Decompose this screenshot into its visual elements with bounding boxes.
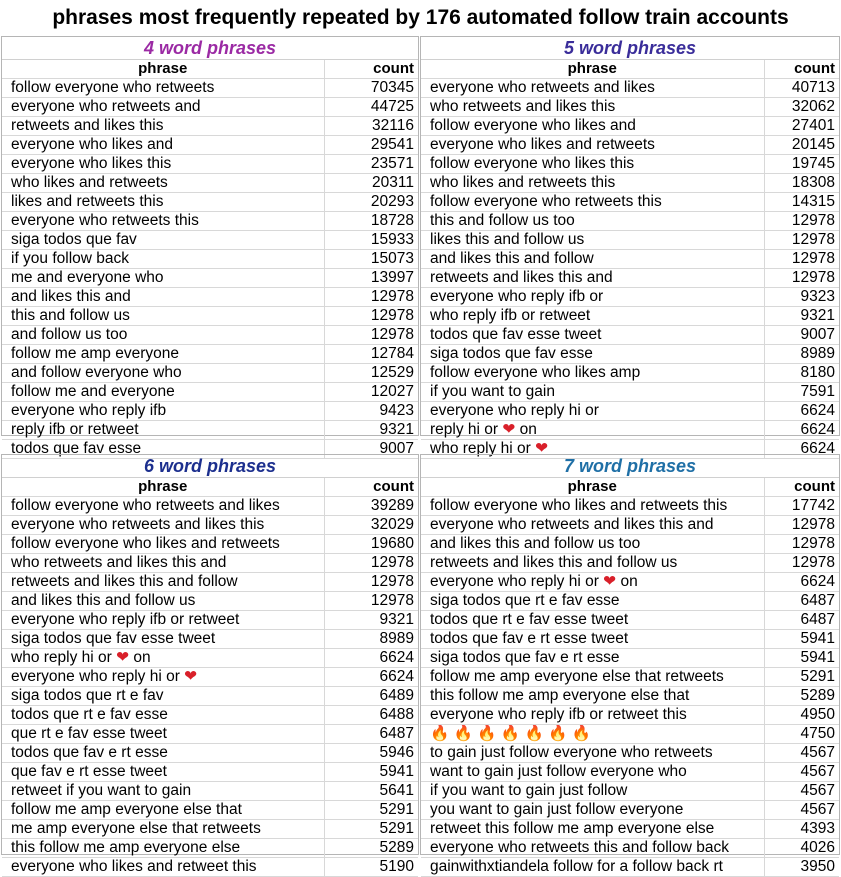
- phrase-cell: to gain just follow everyone who retweets: [430, 744, 713, 761]
- count-cell: 20293: [324, 193, 418, 212]
- count-cell: 12978: [324, 592, 418, 611]
- phrase-cell: who reply ifb or retweet: [430, 307, 591, 324]
- count-cell: 12027: [324, 383, 418, 402]
- table-row: [421, 269, 839, 288]
- heart-icon: ❤: [116, 649, 130, 666]
- table-row: [2, 630, 418, 649]
- column-header-count: count: [764, 478, 839, 497]
- table-row: [421, 611, 839, 630]
- table-row: [421, 801, 839, 820]
- fire-icon: 🔥: [430, 725, 450, 742]
- table-row: [2, 649, 418, 668]
- phrase-cell: everyone who reply hi or ❤: [11, 668, 198, 685]
- count-cell: 12978: [324, 307, 418, 326]
- count-cell: 4950: [764, 706, 839, 725]
- phrase-cell: me and everyone who: [11, 269, 164, 286]
- table-row: [421, 554, 839, 573]
- count-cell: 5941: [764, 630, 839, 649]
- phrase-cell: who retweets and likes this: [430, 98, 616, 115]
- phrase-cell: follow everyone who likes and retweets: [11, 535, 280, 552]
- table-row: [2, 383, 418, 402]
- table-row: [421, 706, 839, 725]
- count-cell: 32062: [764, 98, 839, 117]
- block-heading: 5 word phrases: [421, 36, 839, 60]
- count-cell: 12978: [324, 326, 418, 345]
- phrase-cell: who retweets and likes this and: [11, 554, 227, 571]
- table-row: [421, 117, 839, 136]
- count-cell: 6487: [764, 592, 839, 611]
- table-row: [2, 288, 418, 307]
- phrase-cell: todos que fav e rt esse tweet: [430, 630, 629, 647]
- phrase-cell: todos que fav esse tweet: [430, 326, 602, 343]
- phrase-cell: everyone who retweets and likes this and: [430, 516, 714, 533]
- table-row: [2, 687, 418, 706]
- block-heading: 6 word phrases: [2, 454, 418, 478]
- table-row: [421, 630, 839, 649]
- fire-icon: 🔥: [548, 725, 568, 742]
- table-row: [421, 782, 839, 801]
- table-row: [421, 288, 839, 307]
- count-cell: 4567: [764, 782, 839, 801]
- count-cell: 12978: [764, 535, 839, 554]
- table-row: [421, 383, 839, 402]
- table-row: [421, 307, 839, 326]
- phrase-cell: everyone who retweets and: [11, 98, 201, 115]
- count-cell: 6489: [324, 687, 418, 706]
- count-cell: 4750: [764, 725, 839, 744]
- phrase-cell: everyone who likes and: [11, 136, 173, 153]
- table-row: [2, 269, 418, 288]
- count-cell: 19745: [764, 155, 839, 174]
- count-cell: 18308: [764, 174, 839, 193]
- count-cell: 6624: [764, 421, 839, 440]
- phrase-cell: this follow me amp everyone else that: [430, 687, 690, 704]
- count-cell: 13997: [324, 269, 418, 288]
- phrase-cell: follow everyone who retweets this: [430, 193, 662, 210]
- table-row: [2, 79, 418, 98]
- phrase-cell: me amp everyone else that retweets: [11, 820, 261, 837]
- count-cell: 32116: [324, 117, 418, 136]
- count-cell: 4567: [764, 744, 839, 763]
- phrase-cell: likes and retweets this: [11, 193, 164, 210]
- count-cell: 8180: [764, 364, 839, 383]
- phrase-cell: follow everyone who likes and: [430, 117, 636, 134]
- table-row: [2, 611, 418, 630]
- phrase-cell: que rt e fav esse tweet: [11, 725, 167, 742]
- table-row: [421, 136, 839, 155]
- header-row: [421, 60, 839, 79]
- table-row: [421, 250, 839, 269]
- table-row: [2, 98, 418, 117]
- count-cell: 12978: [764, 212, 839, 231]
- table-row: [2, 326, 418, 345]
- table-row: [2, 402, 418, 421]
- count-cell: 9321: [324, 421, 418, 440]
- phrase-cell: todos que rt e fav esse: [11, 706, 168, 723]
- count-cell: 12978: [324, 288, 418, 307]
- phrase-cell: and follow us too: [11, 326, 128, 343]
- phrase-cell: siga todos que rt e fav esse: [430, 592, 620, 609]
- phrase-cell: retweets and likes this: [11, 117, 164, 134]
- count-cell: 5291: [764, 668, 839, 687]
- table-row: [2, 250, 418, 269]
- count-cell: 9423: [324, 402, 418, 421]
- table-row: [2, 193, 418, 212]
- count-cell: 20145: [764, 136, 839, 155]
- table-row: [2, 364, 418, 383]
- table-row: [421, 535, 839, 554]
- table-row: [2, 174, 418, 193]
- table-row: [2, 155, 418, 174]
- phrase-cell: follow everyone who retweets and likes: [11, 497, 280, 514]
- phrase-cell: retweet if you want to gain: [11, 782, 192, 799]
- block-heading: 4 word phrases: [2, 36, 418, 60]
- count-cell: 4567: [764, 763, 839, 782]
- phrase-cell: siga todos que fav: [11, 231, 137, 248]
- phrase-cell: follow everyone who likes and retweets this: [430, 497, 728, 514]
- phrase-cell: and likes this and follow us too: [430, 535, 641, 552]
- count-cell: 5289: [324, 839, 418, 858]
- phrase-cell: everyone who retweets this: [11, 212, 199, 229]
- phrase-cell: you want to gain just follow everyone: [430, 801, 684, 818]
- count-cell: 12978: [764, 554, 839, 573]
- table-row: [421, 516, 839, 535]
- table-row: [2, 554, 418, 573]
- table-row: [2, 117, 418, 136]
- phrase-cell: reply ifb or retweet: [11, 421, 139, 438]
- column-header-count: count: [324, 60, 418, 79]
- count-cell: 8989: [324, 630, 418, 649]
- phrase-cell: want to gain just follow everyone who: [430, 763, 687, 780]
- phrase-cell: todos que rt e fav esse tweet: [430, 611, 629, 628]
- phrase-cell: if you want to gain: [430, 383, 555, 400]
- phrase-cell: follow me amp everyone: [11, 345, 179, 362]
- table-row: [421, 402, 839, 421]
- heart-icon: ❤: [603, 573, 617, 590]
- count-cell: 6624: [764, 402, 839, 421]
- count-cell: 12978: [764, 231, 839, 250]
- table-row: [421, 174, 839, 193]
- table-row: [2, 136, 418, 155]
- heart-icon: ❤: [535, 440, 549, 457]
- count-cell: 5941: [764, 649, 839, 668]
- count-cell: 12978: [764, 516, 839, 535]
- header-row: [421, 478, 839, 497]
- table-row: [2, 801, 418, 820]
- table-row: [421, 668, 839, 687]
- phrase-cell: and likes this and follow: [430, 250, 594, 267]
- phrase-cell: if you follow back: [11, 250, 130, 267]
- table-row: [421, 744, 839, 763]
- fire-icon: 🔥: [500, 725, 521, 742]
- count-cell: 9323: [764, 288, 839, 307]
- phrase-cell: siga todos que fav esse: [430, 345, 593, 362]
- count-cell: 29541: [324, 136, 418, 155]
- table-row: [421, 592, 839, 611]
- phrase-cell: everyone who retweets and likes this: [11, 516, 265, 533]
- count-cell: 9321: [764, 307, 839, 326]
- table-row: [2, 744, 418, 763]
- phrase-cell: [421, 725, 764, 744]
- count-cell: 6487: [324, 725, 418, 744]
- phrase-cell: this and follow us: [11, 307, 130, 324]
- count-cell: 5641: [324, 782, 418, 801]
- count-cell: 44725: [324, 98, 418, 117]
- count-cell: 12978: [764, 269, 839, 288]
- table-row: [421, 98, 839, 117]
- phrase-cell: everyone who likes this: [11, 155, 172, 172]
- count-cell: 40713: [764, 79, 839, 98]
- phrase-cell: likes this and follow us: [430, 231, 585, 248]
- table-row: [421, 326, 839, 345]
- count-cell: 9321: [324, 611, 418, 630]
- count-cell: 5946: [324, 744, 418, 763]
- table-row: [421, 364, 839, 383]
- block-heading: 7 word phrases: [421, 454, 839, 478]
- phrase-cell: who likes and retweets: [11, 174, 168, 191]
- table-row: [2, 763, 418, 782]
- block-4-word: [1, 36, 419, 457]
- fire-icon: 🔥: [524, 725, 544, 742]
- count-cell: 6624: [764, 440, 839, 459]
- count-cell: 12784: [324, 345, 418, 364]
- phrase-cell: follow me amp everyone else that retweets: [430, 668, 724, 685]
- phrase-cell: everyone who likes and retweets: [430, 136, 655, 153]
- header-row: [2, 60, 418, 79]
- phrase-cell: and follow everyone who: [11, 364, 182, 381]
- table-row: [421, 858, 839, 877]
- phrase-cell: and likes this and follow us: [11, 592, 196, 609]
- header-row: [2, 478, 418, 497]
- table-row: [2, 668, 418, 687]
- count-cell: 12529: [324, 364, 418, 383]
- count-cell: 6488: [324, 706, 418, 725]
- phrase-cell: siga todos que fav e rt esse: [430, 649, 620, 666]
- count-cell: 17742: [764, 497, 839, 516]
- page-title: phrases most frequently repeated by 176 automated follow train accounts: [52, 6, 789, 29]
- count-cell: 5291: [324, 820, 418, 839]
- table-row: [421, 212, 839, 231]
- phrase-cell: follow everyone who likes amp: [430, 364, 641, 381]
- phrase-cell: siga todos que rt e fav: [11, 687, 164, 704]
- table-row: [421, 725, 839, 744]
- fire-icon: 🔥: [477, 725, 497, 742]
- phrase-cell: everyone who reply ifb or retweet: [11, 611, 240, 628]
- table-row: [421, 763, 839, 782]
- phrase-cell: and likes this and: [11, 288, 131, 305]
- count-cell: 39289: [324, 497, 418, 516]
- heart-icon: ❤: [502, 421, 516, 438]
- table-row: [2, 421, 418, 440]
- phrase-cell: everyone who reply ifb or: [430, 288, 604, 305]
- heart-icon: ❤: [184, 668, 198, 685]
- table-row: [2, 231, 418, 250]
- phrase-cell: retweets and likes this and: [430, 269, 613, 286]
- phrase-cell: who likes and retweets this: [430, 174, 616, 191]
- phrase-cell: retweet this follow me amp everyone else: [430, 820, 715, 837]
- count-cell: 9007: [324, 440, 418, 459]
- phrase-cell: everyone who likes and retweet this: [11, 858, 257, 875]
- phrase-cell: everyone who reply hi or: [430, 402, 599, 419]
- table-row: [2, 706, 418, 725]
- phrase-table: [421, 478, 839, 877]
- table-row: [421, 193, 839, 212]
- fire-icon: 🔥: [453, 725, 473, 742]
- table-row: [421, 687, 839, 706]
- column-header-phrase: phrase: [138, 478, 188, 495]
- table-row: [2, 725, 418, 744]
- count-cell: 4026: [764, 839, 839, 858]
- count-cell: 9007: [764, 326, 839, 345]
- count-cell: 4393: [764, 820, 839, 839]
- phrase-cell: retweets and likes this and follow: [11, 573, 238, 590]
- table-row: [2, 820, 418, 839]
- phrase-cell: todos que fav e rt esse: [11, 744, 168, 761]
- count-cell: 12978: [324, 554, 418, 573]
- table-row: [421, 573, 839, 592]
- phrase-cell: who reply hi or ❤ on: [11, 649, 151, 666]
- table-row: [421, 649, 839, 668]
- table-row: [2, 592, 418, 611]
- phrase-cell: siga todos que fav esse tweet: [11, 630, 216, 647]
- count-cell: 5289: [764, 687, 839, 706]
- table-row: [2, 858, 418, 877]
- count-cell: 15073: [324, 250, 418, 269]
- phrase-cell: todos que fav esse: [11, 440, 142, 457]
- count-cell: 3950: [764, 858, 839, 877]
- count-cell: 6624: [764, 573, 839, 592]
- table-row: [2, 535, 418, 554]
- table-row: [2, 345, 418, 364]
- count-cell: 4567: [764, 801, 839, 820]
- count-cell: 6487: [764, 611, 839, 630]
- count-cell: 8989: [764, 345, 839, 364]
- phrase-cell: who reply hi or ❤: [430, 440, 549, 457]
- phrase-cell: gainwithxtiandela follow for a follow back rt: [430, 858, 723, 875]
- phrase-cell: everyone who retweets this and follow back: [430, 839, 729, 856]
- count-cell: 20311: [324, 174, 418, 193]
- count-cell: 32029: [324, 516, 418, 535]
- count-cell: 5190: [324, 858, 418, 877]
- table-row: [2, 497, 418, 516]
- column-header-phrase: phrase: [138, 60, 188, 77]
- column-header-count: count: [324, 478, 418, 497]
- block-6-word: [1, 454, 419, 875]
- table-row: [421, 421, 839, 440]
- phrase-cell: que fav e rt esse tweet: [11, 763, 167, 780]
- phrase-cell: everyone who reply ifb: [11, 402, 167, 419]
- table-row: [421, 820, 839, 839]
- table-row: [421, 155, 839, 174]
- phrase-cell: follow everyone who retweets: [11, 79, 215, 96]
- phrase-cell: follow me and everyone: [11, 383, 175, 400]
- column-header-count: count: [764, 60, 839, 79]
- column-header-phrase: phrase: [567, 478, 617, 495]
- phrase-table: [2, 478, 418, 877]
- count-cell: 12978: [324, 573, 418, 592]
- phrase-cell: this and follow us too: [430, 212, 575, 229]
- table-row: [2, 307, 418, 326]
- phrase-cell: if you want to gain just follow: [430, 782, 628, 799]
- table-row: [421, 345, 839, 364]
- table-row: [2, 212, 418, 231]
- column-header-phrase: phrase: [567, 60, 617, 77]
- phrase-cell: everyone who reply ifb or retweet this: [430, 706, 687, 723]
- count-cell: 5941: [324, 763, 418, 782]
- phrase-table: [2, 60, 418, 459]
- phrase-cell: follow everyone who likes this: [430, 155, 635, 172]
- phrase-cell: follow me amp everyone else that: [11, 801, 242, 818]
- phrase-cell: retweets and likes this and follow us: [430, 554, 678, 571]
- table-row: [421, 79, 839, 98]
- table-row: [421, 231, 839, 250]
- phrase-cell: this follow me amp everyone else: [11, 839, 241, 856]
- count-cell: 14315: [764, 193, 839, 212]
- table-row: [2, 573, 418, 592]
- phrase-cell: reply hi or ❤ on: [430, 421, 537, 438]
- phrase-table: [421, 60, 839, 459]
- count-cell: 6624: [324, 649, 418, 668]
- fire-icon: 🔥: [571, 725, 592, 742]
- count-cell: 12978: [764, 250, 839, 269]
- table-row: [2, 782, 418, 801]
- phrase-cell: everyone who retweets and likes: [430, 79, 655, 96]
- count-cell: 27401: [764, 117, 839, 136]
- count-cell: 19680: [324, 535, 418, 554]
- count-cell: 7591: [764, 383, 839, 402]
- count-cell: 6624: [324, 668, 418, 687]
- block-7-word: [420, 454, 840, 875]
- count-cell: 70345: [324, 79, 418, 98]
- table-row: [2, 516, 418, 535]
- count-cell: 5291: [324, 801, 418, 820]
- block-5-word: [420, 36, 840, 457]
- count-cell: 15933: [324, 231, 418, 250]
- phrase-cell: everyone who reply hi or ❤ on: [430, 573, 638, 590]
- count-cell: 18728: [324, 212, 418, 231]
- count-cell: 23571: [324, 155, 418, 174]
- table-row: [421, 497, 839, 516]
